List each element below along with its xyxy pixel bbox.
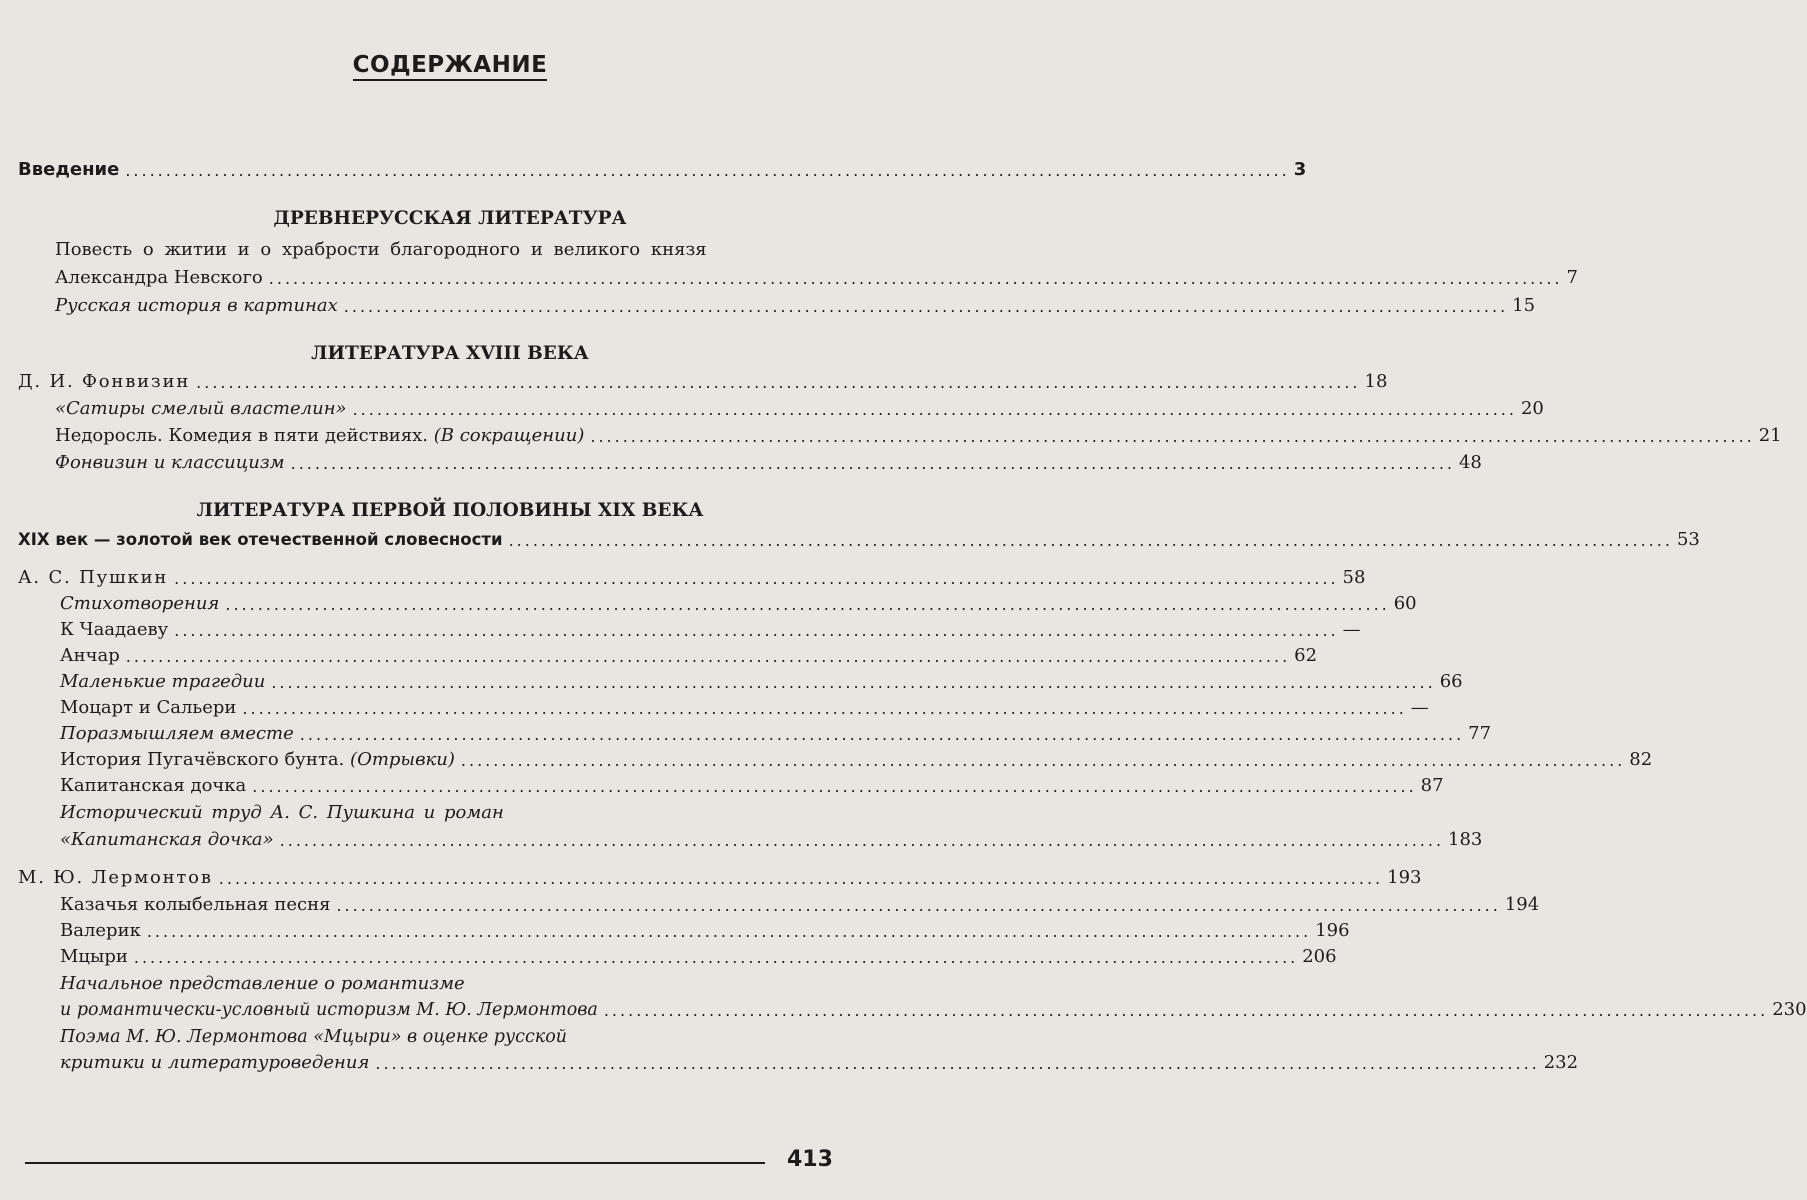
toc-entry-romanticism-line1[interactable]: Начальное представление о романтизме xyxy=(60,973,465,994)
footer-rule xyxy=(25,1162,765,1164)
toc-entry-intro[interactable]: Введение ................................................................................................................................................ 3 xyxy=(18,159,1307,180)
dot-leader: ................................................................................................................................................ xyxy=(196,373,1361,392)
dot-leader: ................................................................................................................................................ xyxy=(218,869,1384,888)
toc-entry-mtsyri[interactable]: Мцыри ................................................................................................................................................ 206 xyxy=(60,946,1337,967)
dot-leader: ................................................................................................................................................ xyxy=(375,1054,1540,1073)
dot-leader: ................................................................................................................................................ xyxy=(146,922,1312,941)
toc-entry-povest[interactable]: Александра Невского ................................................................................................................................................................ 7 xyxy=(55,267,1578,288)
section-heading-xix: ЛИТЕРАТУРА ПЕРВОЙ ПОЛОВИНЫ XIX ВЕКА xyxy=(196,500,704,521)
toc-entry-golden-age[interactable]: XIX век — золотой век отечественной словесности ................................................................................................................................................ 53 xyxy=(18,529,1700,550)
dot-leader: ................................................................................................................................................................ xyxy=(268,269,1563,288)
toc-entry-historical[interactable]: «Капитанская дочка» ................................................................................................................................................ 183 xyxy=(60,829,1483,850)
dot-leader: ................................................................................................................................................ xyxy=(252,777,1417,796)
dot-leader: ................................................................................................................................................ xyxy=(590,427,1755,446)
dot-leader: ................................................................................................................................................ xyxy=(225,595,1390,614)
toc-entry-classicism[interactable]: Фонвизин и классицизм ................................................................................................................................................ 48 xyxy=(55,452,1482,473)
toc-entry-pushkin[interactable]: А. С. Пушкин ................................................................................................................................................ 58 xyxy=(18,567,1366,588)
dot-leader: ................................................................................................................................................ xyxy=(271,673,1436,692)
toc-entry-povest-line1[interactable]: Повесть о житии и о храбрости благородного и великого князя xyxy=(55,239,707,260)
toc-entry-captain[interactable]: Капитанская дочка ................................................................................................................................................ 87 xyxy=(60,775,1444,796)
toc-entry-reflect[interactable]: Поразмышляем вместе ................................................................................................................................................ 77 xyxy=(60,723,1492,744)
dot-leader: ................................................................................................................................................ xyxy=(133,948,1299,967)
dot-leader: ................................................................................................................................................ xyxy=(352,400,1517,419)
section-heading-old-russian: ДРЕВНЕРУССКАЯ ЛИТЕРАТУРА xyxy=(273,208,627,229)
dot-leader: ................................................................................................................................................ xyxy=(336,896,1501,915)
toc-entry-critique[interactable]: критики и литературоведения ................................................................................................................................................ 232 xyxy=(60,1052,1579,1073)
dot-leader: ................................................................................................................................................ xyxy=(343,297,1509,316)
toc-entry-pugachev[interactable]: История Пугачёвского бунта. (Отрывки) ................................................................................................................................................ 82 xyxy=(60,749,1653,770)
toc-entry-historical-line1[interactable]: Исторический труд А. С. Пушкина и роман xyxy=(60,802,504,823)
toc-entry-chaadaev[interactable]: К Чаадаеву ................................................................................................................................................ — xyxy=(60,619,1361,640)
toc-entry-fonvizin[interactable]: Д. И. Фонвизин ................................................................................................................................................ 18 xyxy=(18,371,1388,392)
section-heading-xviii: ЛИТЕРАТУРА XVIII ВЕКА xyxy=(311,343,589,364)
toc-entry-valerik[interactable]: Валерик ................................................................................................................................................ 196 xyxy=(60,920,1350,941)
dot-leader: ................................................................................................................................................ xyxy=(279,831,1445,850)
toc-entry-cossack[interactable]: Казачья колыбельная песня ................................................................................................................................................ 194 xyxy=(60,894,1540,915)
dot-leader: ................................................................................................................................................ xyxy=(603,1001,1769,1020)
footer-page-number: 413 xyxy=(787,1147,833,1172)
toc-entry-little-tragedies[interactable]: Маленькие трагедии ................................................................................................................................................ 66 xyxy=(60,671,1463,692)
toc-entry-anchar[interactable]: Анчар ................................................................................................................................................ 62 xyxy=(60,645,1318,666)
toc-entry-critique-line1[interactable]: Поэма М. Ю. Лермонтова «Мцыри» в оценке русской xyxy=(60,1027,567,1047)
toc-entry-nedorosl[interactable]: Недоросль. Комедия в пяти действиях. (В сокращении) ................................................................................................................................................ 21 xyxy=(55,425,1782,446)
dot-leader: ................................................................................................................................................ xyxy=(460,751,1626,770)
dot-leader: ................................................................................................................................................ xyxy=(290,454,1455,473)
toc-entry-mozart[interactable]: Моцарт и Сальери ................................................................................................................................................ — xyxy=(60,697,1429,718)
toc-entry-romanticism[interactable]: и романтически-условный историзм М. Ю. Лермонтова ................................................................................................................................................ 230 xyxy=(60,999,1807,1020)
toc-entry-poems[interactable]: Стихотворения ................................................................................................................................................ 60 xyxy=(60,593,1417,614)
dot-leader: ................................................................................................................................................ xyxy=(125,161,1290,180)
dot-leader: ................................................................................................................................................ xyxy=(508,531,1673,550)
dot-leader: ................................................................................................................................................ xyxy=(174,621,1339,640)
dot-leader: ................................................................................................................................................ xyxy=(242,699,1407,718)
dot-leader: ................................................................................................................................................ xyxy=(125,647,1291,666)
toc-entry-satire[interactable]: «Сатиры смелый властелин» ................................................................................................................................................ 20 xyxy=(55,398,1544,419)
toc-entry-lermontov[interactable]: М. Ю. Лермонтов ................................................................................................................................................ 193 xyxy=(18,867,1422,888)
toc-entry-history-pictures[interactable]: Русская история в картинах ................................................................................................................................................ 15 xyxy=(55,295,1536,316)
dot-leader: ................................................................................................................................................ xyxy=(299,725,1465,744)
dot-leader: ................................................................................................................................................ xyxy=(174,569,1339,588)
page-title: СОДЕРЖАНИЕ xyxy=(0,52,900,78)
